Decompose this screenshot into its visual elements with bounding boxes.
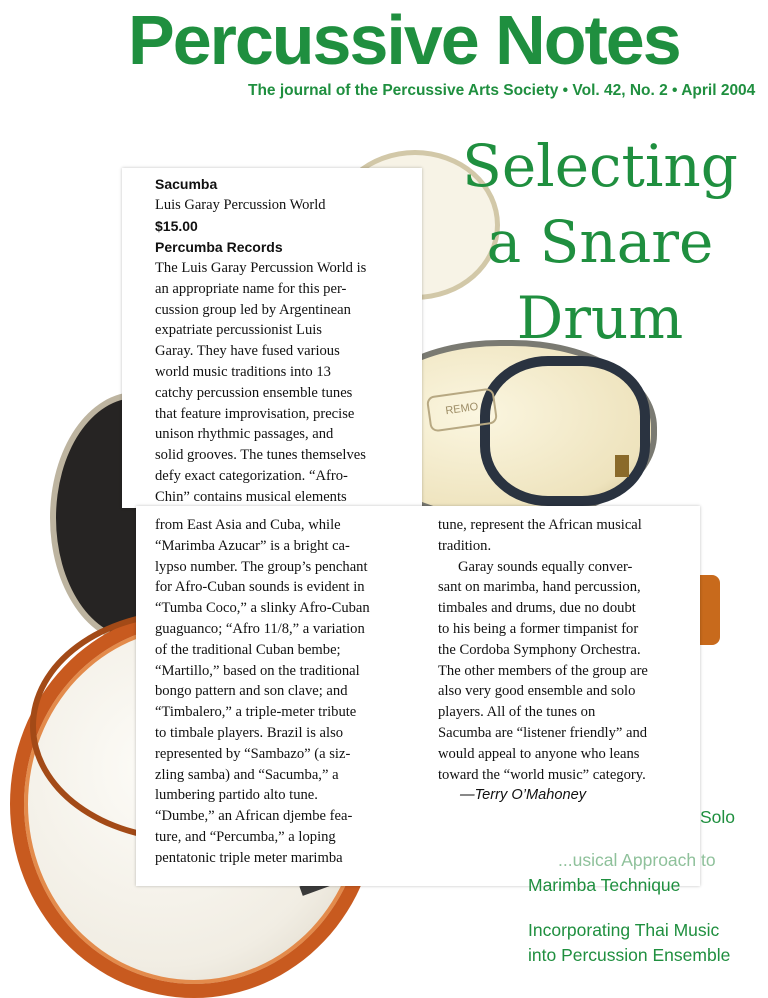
text-line: lypso number. The group’s penchant bbox=[155, 558, 368, 575]
text-line: Sacumba are “listener friendly” and bbox=[438, 724, 648, 741]
toc-item-solo: Solo bbox=[700, 807, 736, 827]
text-line: of the traditional Cuban bembe; bbox=[155, 641, 341, 658]
text-line: The other members of the group are bbox=[438, 662, 648, 679]
review-header bbox=[155, 174, 415, 258]
text-line: Chin” contains musical elements bbox=[155, 488, 347, 505]
text-line: lumbering partido alto tune. bbox=[155, 787, 318, 804]
text-line: world music traditions into 13 bbox=[155, 363, 331, 380]
text-line: tradition. bbox=[438, 537, 492, 554]
text-line: toward the “world music” category. bbox=[438, 766, 646, 783]
text-line: bongo pattern and son clave; and bbox=[155, 683, 348, 700]
cover-title-line: Selecting bbox=[462, 132, 738, 200]
text-line: “Martillo,” based on the traditional bbox=[155, 662, 360, 679]
text-line: defy exact categorization. “Afro- bbox=[155, 467, 348, 484]
review-title: Sacumba bbox=[155, 176, 218, 192]
snare-drum-rim bbox=[480, 356, 650, 506]
toc-item-thai bbox=[528, 918, 730, 968]
toc-item-marimba-line1: ...usical Approach to bbox=[558, 850, 716, 870]
review-artist: Luis Garay Percussion World bbox=[155, 197, 326, 213]
text-line: “Dumbe,” an African djembe fea- bbox=[155, 808, 353, 825]
text-line: also very good ensemble and solo bbox=[438, 683, 636, 700]
text-line: Garay sounds equally conver- bbox=[458, 558, 633, 575]
cover-title bbox=[440, 128, 760, 356]
text-line: Garay. They have fused various bbox=[155, 343, 340, 360]
text-line: The Luis Garay Percussion World is bbox=[155, 260, 367, 276]
review-label: Percumba Records bbox=[155, 239, 283, 255]
text-line: to timbale players. Brazil is also bbox=[155, 724, 344, 741]
snare-drum-logo: REMO bbox=[426, 387, 498, 432]
text-line: catchy percussion ensemble tunes bbox=[155, 384, 353, 401]
text-line: players. All of the tunes on bbox=[438, 704, 596, 721]
text-line: from East Asia and Cuba, while bbox=[155, 517, 341, 533]
masthead-subtitle: The journal of the Percussive Arts Society • Vol. 42, No. 2 • April 2004 bbox=[248, 82, 756, 99]
review-byline: —Terry O’Mahoney bbox=[460, 787, 586, 804]
toc-item-thai-line1: Incorporating Thai Music bbox=[528, 920, 720, 940]
text-line: “Marimba Azucar” is a bright ca- bbox=[155, 537, 350, 554]
cover-title-line: Drum bbox=[516, 284, 684, 352]
text-line: zling samba) and “Sacumba,” a bbox=[155, 766, 339, 783]
text-line: pentatonic triple meter marimba bbox=[155, 849, 343, 866]
toc-item-marimba-line2: Marimba Technique bbox=[528, 875, 681, 895]
review-column-2 bbox=[155, 515, 430, 869]
text-line: timbales and drums, due no doubt bbox=[438, 600, 636, 617]
text-line: to his being a former timpanist for bbox=[438, 620, 639, 637]
text-line: that feature improvisation, precise bbox=[155, 405, 355, 422]
text-line: represented by “Sambazo” (a siz- bbox=[155, 745, 351, 762]
review-price: $15.00 bbox=[155, 218, 198, 234]
text-line: the Cordoba Symphony Orchestra. bbox=[438, 641, 641, 658]
cover-title-line: a Snare bbox=[486, 208, 714, 276]
text-line: “Timbalero,” a triple-meter tribute bbox=[155, 704, 357, 721]
text-line: cussion group led by Argentinean bbox=[155, 301, 351, 318]
text-line: for Afro-Cuban sounds is evident in bbox=[155, 579, 365, 596]
review-column-1 bbox=[155, 258, 417, 508]
text-line: expatriate percussionist Luis bbox=[155, 322, 322, 339]
drum-lug bbox=[615, 455, 629, 477]
text-line: “Tumba Coco,” a slinky Afro-Cuban bbox=[155, 600, 370, 617]
toc-item-thai-line2: into Percussion Ensemble bbox=[528, 945, 731, 965]
text-line: solid grooves. The tunes themselves bbox=[155, 447, 366, 464]
toc-item-marimba bbox=[528, 848, 716, 898]
masthead-title: Percussive Notes bbox=[128, 1, 680, 79]
text-line: guaguanco; “Afro 11/8,” a variation bbox=[155, 620, 365, 637]
review-column-3 bbox=[438, 515, 700, 806]
text-line: would appeal to anyone who leans bbox=[438, 745, 640, 762]
text-line: sant on marimba, hand percussion, bbox=[438, 579, 641, 596]
text-line: unison rhythmic passages, and bbox=[155, 426, 334, 443]
text-line: tune, represent the African musical bbox=[438, 517, 642, 533]
text-line: ture, and “Percumba,” a loping bbox=[155, 828, 336, 845]
text-line: an appropriate name for this per- bbox=[155, 280, 347, 297]
